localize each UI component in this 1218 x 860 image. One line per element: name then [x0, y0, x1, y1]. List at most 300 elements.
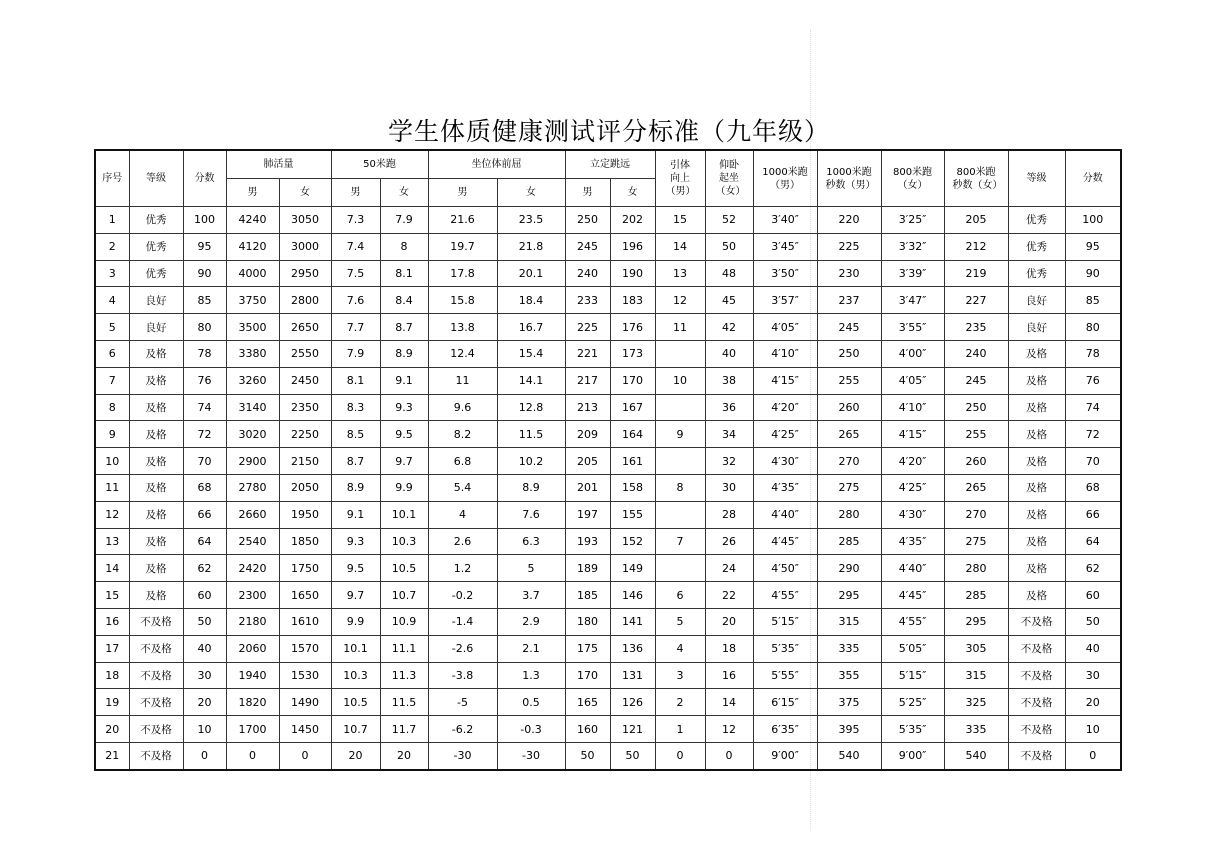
cell-grade: 及格	[129, 528, 183, 555]
cell-pullup: 4	[655, 635, 705, 662]
table-row	[95, 501, 1121, 528]
cell-situp: 30	[705, 474, 753, 501]
cell-run800: 4′40″	[881, 555, 944, 582]
cell-pullup	[655, 394, 705, 421]
cell-pullup: 3	[655, 662, 705, 689]
cell-run50-female: 20	[380, 742, 428, 769]
cell-run1000-seconds: 230	[817, 260, 881, 287]
cell-run50-female: 8.9	[380, 340, 428, 367]
cell-lung-female: 2450	[279, 367, 331, 394]
header-lung-male: 男	[226, 179, 279, 207]
cell-sitreach-male: 17.8	[428, 260, 497, 287]
header-run-1000m: 1000米跑（男）	[753, 150, 817, 207]
cell-run1000: 6′35″	[753, 716, 817, 743]
cell-run50-male: 7.4	[331, 233, 380, 260]
cell-run50-male: 10.3	[331, 662, 380, 689]
cell-situp: 34	[705, 421, 753, 448]
cell-sitreach-male: 13.8	[428, 314, 497, 341]
cell-run50-female: 10.7	[380, 582, 428, 609]
cell-sitreach-male: -2.6	[428, 635, 497, 662]
cell-pullup	[655, 340, 705, 367]
cell-seq: 14	[95, 555, 129, 582]
cell-pullup: 10	[655, 367, 705, 394]
cell-run1000-seconds: 540	[817, 742, 881, 769]
cell-run1000-seconds: 255	[817, 367, 881, 394]
cell-grade: 及格	[129, 474, 183, 501]
cell-run1000-seconds: 220	[817, 207, 881, 234]
cell-sitreach-male: 5.4	[428, 474, 497, 501]
cell-run800-seconds: 212	[944, 233, 1008, 260]
cell-run800-seconds: 335	[944, 716, 1008, 743]
cell-pullup: 1	[655, 716, 705, 743]
cell-run1000: 4′40″	[753, 501, 817, 528]
cell-situp: 26	[705, 528, 753, 555]
cell-run50-female: 9.5	[380, 421, 428, 448]
cell-run1000-seconds: 225	[817, 233, 881, 260]
header-run50-female: 女	[380, 179, 428, 207]
cell-lung-female: 2050	[279, 474, 331, 501]
cell-sitreach-female: 3.7	[497, 582, 565, 609]
cell-run800-seconds: 285	[944, 582, 1008, 609]
cell-run50-male: 8.7	[331, 448, 380, 475]
cell-sitreach-female: 10.2	[497, 448, 565, 475]
cell-seq: 9	[95, 421, 129, 448]
cell-jump-female: 152	[610, 528, 655, 555]
cell-run50-female: 8	[380, 233, 428, 260]
cell-run1000: 3′45″	[753, 233, 817, 260]
cell-run50-female: 11.3	[380, 662, 428, 689]
page-title: 学生体质健康测试评分标准（九年级）	[387, 117, 830, 146]
cell-score-right: 62	[1065, 555, 1121, 582]
cell-sitreach-female: -30	[497, 742, 565, 769]
cell-lung-male: 2900	[226, 448, 279, 475]
cell-run800: 4′55″	[881, 608, 944, 635]
cell-run1000: 6′15″	[753, 689, 817, 716]
cell-seq: 17	[95, 635, 129, 662]
cell-situp: 14	[705, 689, 753, 716]
cell-score-right: 40	[1065, 635, 1121, 662]
cell-jump-female: 164	[610, 421, 655, 448]
table-row	[95, 367, 1121, 394]
cell-jump-female: 126	[610, 689, 655, 716]
cell-score: 66	[183, 501, 226, 528]
cell-run800: 3′47″	[881, 287, 944, 314]
cell-run1000: 4′45″	[753, 528, 817, 555]
cell-sitreach-male: 2.6	[428, 528, 497, 555]
cell-score-right: 0	[1065, 742, 1121, 769]
cell-seq: 13	[95, 528, 129, 555]
cell-run1000-seconds: 270	[817, 448, 881, 475]
cell-score: 40	[183, 635, 226, 662]
cell-situp: 38	[705, 367, 753, 394]
cell-run50-female: 11.7	[380, 716, 428, 743]
cell-pullup: 12	[655, 287, 705, 314]
cell-situp: 48	[705, 260, 753, 287]
cell-situp: 18	[705, 635, 753, 662]
cell-lung-male: 1940	[226, 662, 279, 689]
cell-run50-female: 11.5	[380, 689, 428, 716]
header-pull-up: 引体向上（男）	[655, 150, 705, 207]
cell-sitreach-male: -6.2	[428, 716, 497, 743]
cell-run800-seconds: 540	[944, 742, 1008, 769]
cell-seq: 10	[95, 448, 129, 475]
cell-jump-female: 173	[610, 340, 655, 367]
cell-seq: 20	[95, 716, 129, 743]
cell-sitreach-male: -5	[428, 689, 497, 716]
cell-run1000: 5′55″	[753, 662, 817, 689]
cell-jump-male: 250	[565, 207, 610, 234]
cell-situp: 24	[705, 555, 753, 582]
cell-run800-seconds: 315	[944, 662, 1008, 689]
cell-run50-male: 7.3	[331, 207, 380, 234]
table-row	[95, 742, 1121, 769]
cell-grade: 不及格	[129, 742, 183, 769]
cell-score: 90	[183, 260, 226, 287]
cell-seq: 4	[95, 287, 129, 314]
cell-lung-female: 1450	[279, 716, 331, 743]
cell-jump-male: 50	[565, 742, 610, 769]
cell-jump-female: 183	[610, 287, 655, 314]
table-row	[95, 314, 1121, 341]
cell-lung-male: 1820	[226, 689, 279, 716]
cell-run50-female: 9.3	[380, 394, 428, 421]
cell-lung-male: 2300	[226, 582, 279, 609]
cell-sitreach-male: 11	[428, 367, 497, 394]
cell-grade: 良好	[129, 287, 183, 314]
cell-run1000-seconds: 260	[817, 394, 881, 421]
cell-sitreach-male: -30	[428, 742, 497, 769]
cell-run1000: 4′20″	[753, 394, 817, 421]
cell-score: 60	[183, 582, 226, 609]
cell-sitreach-male: -0.2	[428, 582, 497, 609]
cell-score-right: 70	[1065, 448, 1121, 475]
cell-run50-female: 11.1	[380, 635, 428, 662]
table-row	[95, 207, 1121, 234]
cell-pullup: 15	[655, 207, 705, 234]
cell-run800: 9′00″	[881, 742, 944, 769]
cell-run800: 4′20″	[881, 448, 944, 475]
cell-sitreach-female: 6.3	[497, 528, 565, 555]
cell-pullup: 8	[655, 474, 705, 501]
cell-run50-male: 10.1	[331, 635, 380, 662]
cell-run1000-seconds: 285	[817, 528, 881, 555]
cell-run50-female: 9.9	[380, 474, 428, 501]
header-sit-and-reach: 坐位体前屈	[428, 150, 565, 179]
cell-sitreach-female: 15.4	[497, 340, 565, 367]
cell-lung-female: 1950	[279, 501, 331, 528]
cell-score: 100	[183, 207, 226, 234]
cell-jump-female: 50	[610, 742, 655, 769]
cell-score: 50	[183, 608, 226, 635]
cell-grade-right: 及格	[1008, 367, 1065, 394]
cell-seq: 11	[95, 474, 129, 501]
header-grade-right: 等级	[1008, 150, 1065, 207]
table-row	[95, 340, 1121, 367]
cell-run800: 4′30″	[881, 501, 944, 528]
cell-jump-male: 240	[565, 260, 610, 287]
cell-grade-right: 及格	[1008, 448, 1065, 475]
header-run-800m-seconds: 800米跑秒数（女）	[944, 150, 1008, 207]
cell-run50-female: 9.7	[380, 448, 428, 475]
cell-run1000: 3′40″	[753, 207, 817, 234]
cell-jump-male: 193	[565, 528, 610, 555]
header-sitreach-female: 女	[497, 179, 565, 207]
cell-run800: 5′35″	[881, 716, 944, 743]
cell-sitreach-female: 21.8	[497, 233, 565, 260]
cell-grade-right: 及格	[1008, 394, 1065, 421]
table-row	[95, 474, 1121, 501]
cell-run800-seconds: 280	[944, 555, 1008, 582]
cell-run800: 3′39″	[881, 260, 944, 287]
cell-situp: 0	[705, 742, 753, 769]
cell-run800: 4′10″	[881, 394, 944, 421]
cell-lung-male: 3260	[226, 367, 279, 394]
cell-grade-right: 及格	[1008, 501, 1065, 528]
cell-jump-female: 196	[610, 233, 655, 260]
table-row	[95, 662, 1121, 689]
cell-score-right: 72	[1065, 421, 1121, 448]
cell-grade-right: 良好	[1008, 287, 1065, 314]
cell-sitreach-female: 8.9	[497, 474, 565, 501]
cell-lung-female: 3000	[279, 233, 331, 260]
table-row	[95, 421, 1121, 448]
table-row	[95, 716, 1121, 743]
cell-sitreach-female: 18.4	[497, 287, 565, 314]
cell-seq: 16	[95, 608, 129, 635]
cell-run800-seconds: 260	[944, 448, 1008, 475]
cell-grade: 及格	[129, 340, 183, 367]
cell-run50-female: 9.1	[380, 367, 428, 394]
cell-lung-female: 2800	[279, 287, 331, 314]
cell-run800-seconds: 255	[944, 421, 1008, 448]
cell-jump-male: 165	[565, 689, 610, 716]
cell-score-right: 20	[1065, 689, 1121, 716]
cell-seq: 1	[95, 207, 129, 234]
cell-jump-female: 136	[610, 635, 655, 662]
cell-run50-male: 9.1	[331, 501, 380, 528]
cell-lung-male: 1700	[226, 716, 279, 743]
cell-grade-right: 不及格	[1008, 689, 1065, 716]
cell-seq: 15	[95, 582, 129, 609]
cell-grade-right: 优秀	[1008, 233, 1065, 260]
cell-jump-female: 158	[610, 474, 655, 501]
cell-lung-male: 4240	[226, 207, 279, 234]
cell-jump-male: 225	[565, 314, 610, 341]
cell-lung-male: 4120	[226, 233, 279, 260]
cell-score-right: 95	[1065, 233, 1121, 260]
cell-lung-male: 3500	[226, 314, 279, 341]
cell-jump-male: 185	[565, 582, 610, 609]
cell-run1000-seconds: 250	[817, 340, 881, 367]
cell-score-right: 30	[1065, 662, 1121, 689]
cell-run1000-seconds: 355	[817, 662, 881, 689]
cell-sitreach-male: 9.6	[428, 394, 497, 421]
cell-sitreach-female: 14.1	[497, 367, 565, 394]
cell-score-right: 68	[1065, 474, 1121, 501]
cell-run1000: 4′15″	[753, 367, 817, 394]
cell-run1000-seconds: 237	[817, 287, 881, 314]
cell-run1000: 4′30″	[753, 448, 817, 475]
cell-run50-male: 7.9	[331, 340, 380, 367]
cell-pullup: 0	[655, 742, 705, 769]
cell-grade: 不及格	[129, 689, 183, 716]
cell-pullup: 14	[655, 233, 705, 260]
cell-run50-male: 8.9	[331, 474, 380, 501]
cell-grade: 不及格	[129, 608, 183, 635]
cell-run800-seconds: 305	[944, 635, 1008, 662]
table-row	[95, 528, 1121, 555]
cell-jump-female: 170	[610, 367, 655, 394]
cell-score: 20	[183, 689, 226, 716]
cell-score-right: 74	[1065, 394, 1121, 421]
header-run-50m: 50米跑	[331, 150, 428, 179]
cell-pullup: 11	[655, 314, 705, 341]
cell-run50-male: 10.7	[331, 716, 380, 743]
cell-score-right: 78	[1065, 340, 1121, 367]
cell-run800-seconds: 205	[944, 207, 1008, 234]
cell-situp: 28	[705, 501, 753, 528]
cell-grade-right: 及格	[1008, 340, 1065, 367]
cell-run800: 4′25″	[881, 474, 944, 501]
cell-grade-right: 及格	[1008, 421, 1065, 448]
cell-situp: 32	[705, 448, 753, 475]
cell-grade: 不及格	[129, 662, 183, 689]
cell-sitreach-male: -3.8	[428, 662, 497, 689]
cell-jump-male: 209	[565, 421, 610, 448]
header-run50-male: 男	[331, 179, 380, 207]
cell-run1000: 4′05″	[753, 314, 817, 341]
table-row	[95, 260, 1121, 287]
cell-score: 10	[183, 716, 226, 743]
cell-score-right: 85	[1065, 287, 1121, 314]
cell-seq: 21	[95, 742, 129, 769]
cell-grade: 优秀	[129, 260, 183, 287]
header-grade: 等级	[129, 150, 183, 207]
cell-jump-male: 213	[565, 394, 610, 421]
cell-score: 85	[183, 287, 226, 314]
header-jump-female: 女	[610, 179, 655, 207]
cell-score: 72	[183, 421, 226, 448]
cell-situp: 16	[705, 662, 753, 689]
cell-jump-female: 161	[610, 448, 655, 475]
cell-sitreach-male: 15.8	[428, 287, 497, 314]
cell-run1000-seconds: 265	[817, 421, 881, 448]
cell-run800: 5′05″	[881, 635, 944, 662]
cell-grade-right: 优秀	[1008, 260, 1065, 287]
cell-grade: 及格	[129, 501, 183, 528]
cell-run1000-seconds: 275	[817, 474, 881, 501]
cell-situp: 45	[705, 287, 753, 314]
cell-jump-male: 233	[565, 287, 610, 314]
cell-run1000: 9′00″	[753, 742, 817, 769]
cell-sitreach-male: 19.7	[428, 233, 497, 260]
cell-jump-female: 202	[610, 207, 655, 234]
cell-jump-female: 190	[610, 260, 655, 287]
cell-grade: 及格	[129, 582, 183, 609]
cell-lung-male: 4000	[226, 260, 279, 287]
table-row	[95, 582, 1121, 609]
cell-sitreach-female: 11.5	[497, 421, 565, 448]
cell-run1000-seconds: 395	[817, 716, 881, 743]
cell-jump-female: 121	[610, 716, 655, 743]
header-score-right: 分数	[1065, 150, 1121, 207]
cell-run800-seconds: 270	[944, 501, 1008, 528]
cell-grade: 及格	[129, 555, 183, 582]
cell-run1000: 3′50″	[753, 260, 817, 287]
table-row	[95, 689, 1121, 716]
cell-sitreach-female: 7.6	[497, 501, 565, 528]
cell-run50-male: 9.9	[331, 608, 380, 635]
cell-run800: 4′35″	[881, 528, 944, 555]
cell-run800: 4′05″	[881, 367, 944, 394]
cell-run50-female: 10.3	[380, 528, 428, 555]
table-body	[95, 207, 1121, 770]
cell-seq: 12	[95, 501, 129, 528]
cell-lung-female: 2550	[279, 340, 331, 367]
cell-grade: 优秀	[129, 233, 183, 260]
cell-jump-male: 221	[565, 340, 610, 367]
cell-grade: 及格	[129, 394, 183, 421]
cell-pullup	[655, 555, 705, 582]
cell-run1000-seconds: 335	[817, 635, 881, 662]
cell-score-right: 76	[1065, 367, 1121, 394]
cell-seq: 8	[95, 394, 129, 421]
cell-jump-female: 167	[610, 394, 655, 421]
cell-run50-male: 8.5	[331, 421, 380, 448]
cell-sitreach-female: 0.5	[497, 689, 565, 716]
cell-run50-male: 7.6	[331, 287, 380, 314]
header-run-800m: 800米跑（女）	[881, 150, 944, 207]
cell-score: 0	[183, 742, 226, 769]
cell-grade-right: 及格	[1008, 474, 1065, 501]
cell-score: 80	[183, 314, 226, 341]
cell-situp: 52	[705, 207, 753, 234]
cell-run1000-seconds: 245	[817, 314, 881, 341]
cell-situp: 42	[705, 314, 753, 341]
cell-jump-male: 189	[565, 555, 610, 582]
cell-run50-male: 7.7	[331, 314, 380, 341]
cell-pullup: 13	[655, 260, 705, 287]
cell-run1000-seconds: 375	[817, 689, 881, 716]
cell-jump-female: 176	[610, 314, 655, 341]
cell-grade-right: 不及格	[1008, 716, 1065, 743]
cell-lung-male: 0	[226, 742, 279, 769]
cell-lung-female: 0	[279, 742, 331, 769]
cell-run800-seconds: 219	[944, 260, 1008, 287]
cell-score-right: 66	[1065, 501, 1121, 528]
cell-score: 76	[183, 367, 226, 394]
cell-grade-right: 不及格	[1008, 635, 1065, 662]
cell-run800-seconds: 265	[944, 474, 1008, 501]
cell-run1000: 5′35″	[753, 635, 817, 662]
cell-lung-female: 2150	[279, 448, 331, 475]
cell-pullup	[655, 501, 705, 528]
cell-run50-male: 8.1	[331, 367, 380, 394]
cell-jump-male: 180	[565, 608, 610, 635]
cell-run800-seconds: 245	[944, 367, 1008, 394]
cell-run50-male: 10.5	[331, 689, 380, 716]
cell-score-right: 64	[1065, 528, 1121, 555]
cell-grade: 及格	[129, 448, 183, 475]
cell-sitreach-female: 2.9	[497, 608, 565, 635]
cell-run800: 3′32″	[881, 233, 944, 260]
cell-grade: 不及格	[129, 716, 183, 743]
cell-run800: 5′25″	[881, 689, 944, 716]
cell-sitreach-male: -1.4	[428, 608, 497, 635]
cell-lung-female: 1610	[279, 608, 331, 635]
cell-lung-female: 1650	[279, 582, 331, 609]
cell-jump-female: 131	[610, 662, 655, 689]
